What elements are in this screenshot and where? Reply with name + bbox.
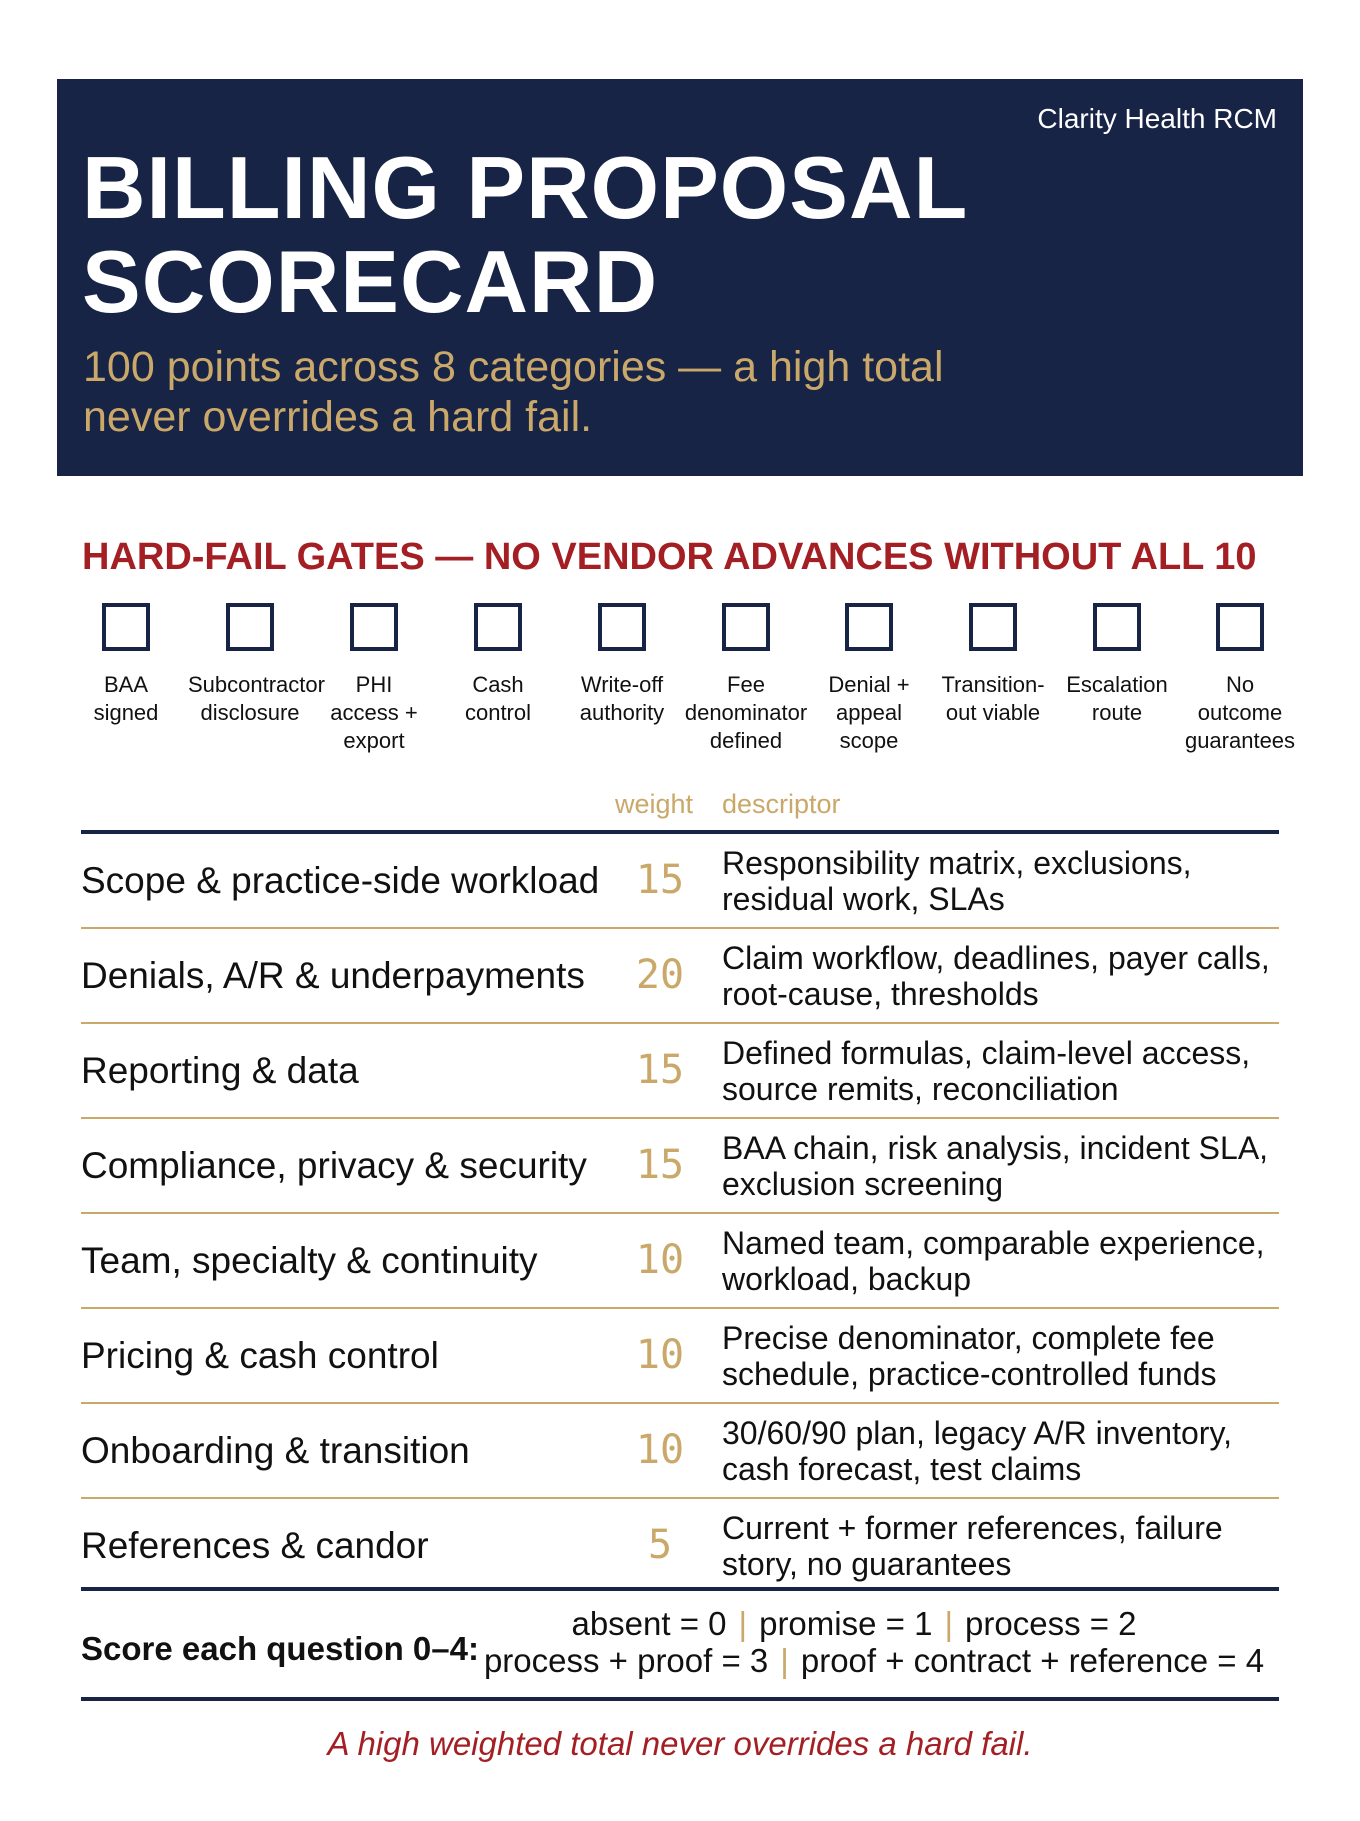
gate-checkbox[interactable] [1093, 603, 1141, 651]
category-descriptor [722, 834, 1279, 927]
scale-level-0: absent = 0 [571, 1605, 727, 1642]
gate-checkbox[interactable] [845, 603, 893, 651]
descriptor-line: Responsibility matrix, exclusions, [722, 844, 1192, 881]
category-weight: 15 [635, 857, 685, 903]
gate-checkbox[interactable] [350, 603, 398, 651]
scale-level-4: proof + contract + reference = 4 [800, 1642, 1265, 1679]
gate-label-line: Fee [727, 672, 765, 697]
category-weight: 10 [635, 1237, 685, 1283]
descriptor-line: exclusion screening [722, 1165, 1004, 1202]
descriptor-line: Claim workflow, deadlines, payer calls, [722, 939, 1270, 976]
scale-line [468, 1605, 1280, 1642]
gate-checkbox[interactable] [474, 603, 522, 651]
category-descriptor [722, 1024, 1279, 1117]
category-weight: 10 [635, 1427, 685, 1473]
page-title [82, 138, 969, 331]
scale-separator: | [780, 1642, 789, 1679]
table-row [81, 1214, 1279, 1309]
gate-label-line: guarantees [1184, 728, 1296, 753]
gate-cash-control [436, 601, 560, 727]
gate-label [188, 671, 325, 727]
gate-label-line: control [464, 700, 532, 725]
table-bottom-rule [81, 1587, 1279, 1591]
gate-label-line: scope [839, 728, 899, 753]
gate-label [1055, 671, 1179, 727]
gate-checkbox[interactable] [598, 603, 646, 651]
header-banner [57, 79, 1303, 476]
category-name: References & candor [81, 1525, 429, 1566]
gate-write-off-authority [560, 601, 684, 727]
category-name: Reporting & data [81, 1050, 359, 1091]
category-weight: 5 [647, 1522, 673, 1568]
footnote: A high weighted total never overrides a hard fail. [327, 1725, 1033, 1762]
gate-label-line: export [343, 728, 405, 753]
scoring-bottom-rule [81, 1697, 1279, 1701]
descriptor-column-header: descriptor [722, 789, 841, 819]
scale-separator: | [738, 1605, 748, 1642]
category-descriptor [722, 1499, 1279, 1592]
descriptor-line: Precise denominator, complete fee [722, 1319, 1215, 1356]
category-name: Team, specialty & continuity [81, 1240, 538, 1281]
descriptor-line: source remits, reconciliation [722, 1070, 1119, 1107]
gate-denial-appeal-scope [807, 601, 931, 755]
gate-label-line: appeal [835, 700, 903, 725]
category-name: Scope & practice-side workload [81, 860, 600, 901]
scale-level-2: process = 2 [965, 1605, 1137, 1642]
gate-label [560, 671, 684, 727]
gate-label [312, 671, 436, 755]
gate-label [1178, 671, 1302, 755]
category-descriptor [722, 1119, 1279, 1212]
category-table [81, 834, 1279, 1594]
category-name: Pricing & cash control [81, 1335, 439, 1376]
gate-label-line: Cash [472, 672, 524, 697]
gate-checkbox[interactable] [102, 603, 150, 651]
gate-label-line: defined [709, 728, 783, 753]
category-weight: 10 [635, 1332, 685, 1378]
descriptor-line: root-cause, thresholds [722, 975, 1039, 1012]
scale-level-3: process + proof = 3 [483, 1642, 769, 1679]
gate-transition-out-viable [931, 601, 1055, 727]
title-line-1: BILLING PROPOSAL [82, 138, 969, 237]
scoring-label: Score each question 0–4: [81, 1630, 479, 1667]
gate-baa-signed [64, 601, 188, 727]
descriptor-line: workload, backup [722, 1260, 972, 1297]
category-name: Compliance, privacy & security [81, 1145, 587, 1186]
page-subtitle [83, 342, 1013, 442]
table-row [81, 1309, 1279, 1404]
gate-no-outcome-guarantees [1178, 601, 1302, 755]
gate-label-line: authority [579, 700, 665, 725]
gate-label-line: BAA [103, 672, 149, 697]
descriptor-line: schedule, practice-controlled funds [722, 1355, 1217, 1392]
category-descriptor [722, 1404, 1279, 1497]
category-descriptor [722, 929, 1279, 1022]
scoring-scale [468, 1605, 1280, 1679]
table-row [81, 1499, 1279, 1594]
gate-checkbox[interactable] [722, 603, 770, 651]
descriptor-line: story, no guarantees [722, 1545, 1012, 1582]
gate-fee-denominator-defined [684, 601, 808, 755]
gate-label-line: signed [93, 700, 159, 725]
gate-checkbox[interactable] [1216, 603, 1264, 651]
gate-label-line: Transition- [941, 672, 1045, 697]
gate-label-line: Write-off [580, 672, 664, 697]
title-line-2: SCORECARD [82, 232, 659, 331]
category-descriptor [722, 1309, 1279, 1402]
gate-label-line: PHI [355, 672, 393, 697]
gate-label [684, 671, 808, 755]
gate-label [436, 671, 560, 727]
descriptor-line: BAA chain, risk analysis, incident SLA, [722, 1129, 1269, 1166]
gate-label-line: denominator [684, 700, 808, 725]
gate-label [931, 671, 1055, 727]
descriptor-line: Current + former references, failure [722, 1509, 1223, 1546]
category-weight: 15 [635, 1047, 685, 1093]
table-row [81, 1404, 1279, 1499]
gate-subcontractor-disclosure [188, 601, 325, 727]
gate-checkbox[interactable] [226, 603, 274, 651]
gate-label [807, 671, 931, 755]
category-name: Onboarding & transition [81, 1430, 470, 1471]
descriptor-line: residual work, SLAs [722, 880, 1005, 917]
gate-escalation-route [1055, 601, 1179, 727]
gate-phi-access-export [312, 601, 436, 755]
descriptor-line: Named team, comparable experience, [722, 1224, 1265, 1261]
table-row [81, 1024, 1279, 1119]
descriptor-line: 30/60/90 plan, legacy A/R inventory, [722, 1414, 1232, 1451]
gates-checklist [64, 601, 1304, 761]
gate-label-line: out viable [945, 700, 1041, 725]
gate-label-line: outcome [1197, 700, 1283, 725]
descriptor-line: Defined formulas, claim-level access, [722, 1034, 1251, 1071]
scale-separator: | [944, 1605, 954, 1642]
category-descriptor [722, 1214, 1279, 1307]
brand-name: Clarity Health RCM [1037, 103, 1277, 134]
gates-heading: HARD-FAIL GATES — NO VENDOR ADVANCES WITHOUT ALL 10 [82, 536, 1257, 578]
weight-column-header: weight [615, 789, 694, 819]
category-weight: 20 [635, 952, 685, 998]
gate-label-line: Escalation [1066, 672, 1168, 697]
gate-label-line: Subcontractor [188, 672, 325, 697]
gate-label-line: Denial + [828, 672, 910, 697]
table-row [81, 929, 1279, 1024]
scale-level-1: promise = 1 [759, 1605, 933, 1642]
subtitle-line-1: 100 points across 8 categories — a high total [83, 343, 944, 391]
subtitle-line-2: never overrides a hard fail. [83, 393, 593, 441]
gate-label-line: route [1091, 700, 1143, 725]
gate-label-line: disclosure [200, 700, 300, 725]
gate-label-line: access + [330, 700, 418, 725]
category-weight: 15 [635, 1142, 685, 1188]
gate-label [64, 671, 188, 727]
gate-label-line: No [1225, 672, 1255, 697]
table-row [81, 1119, 1279, 1214]
scale-line [468, 1642, 1280, 1679]
category-name: Denials, A/R & underpayments [81, 955, 585, 996]
gate-checkbox[interactable] [969, 603, 1017, 651]
descriptor-line: cash forecast, test claims [722, 1450, 1082, 1487]
table-row [81, 834, 1279, 929]
